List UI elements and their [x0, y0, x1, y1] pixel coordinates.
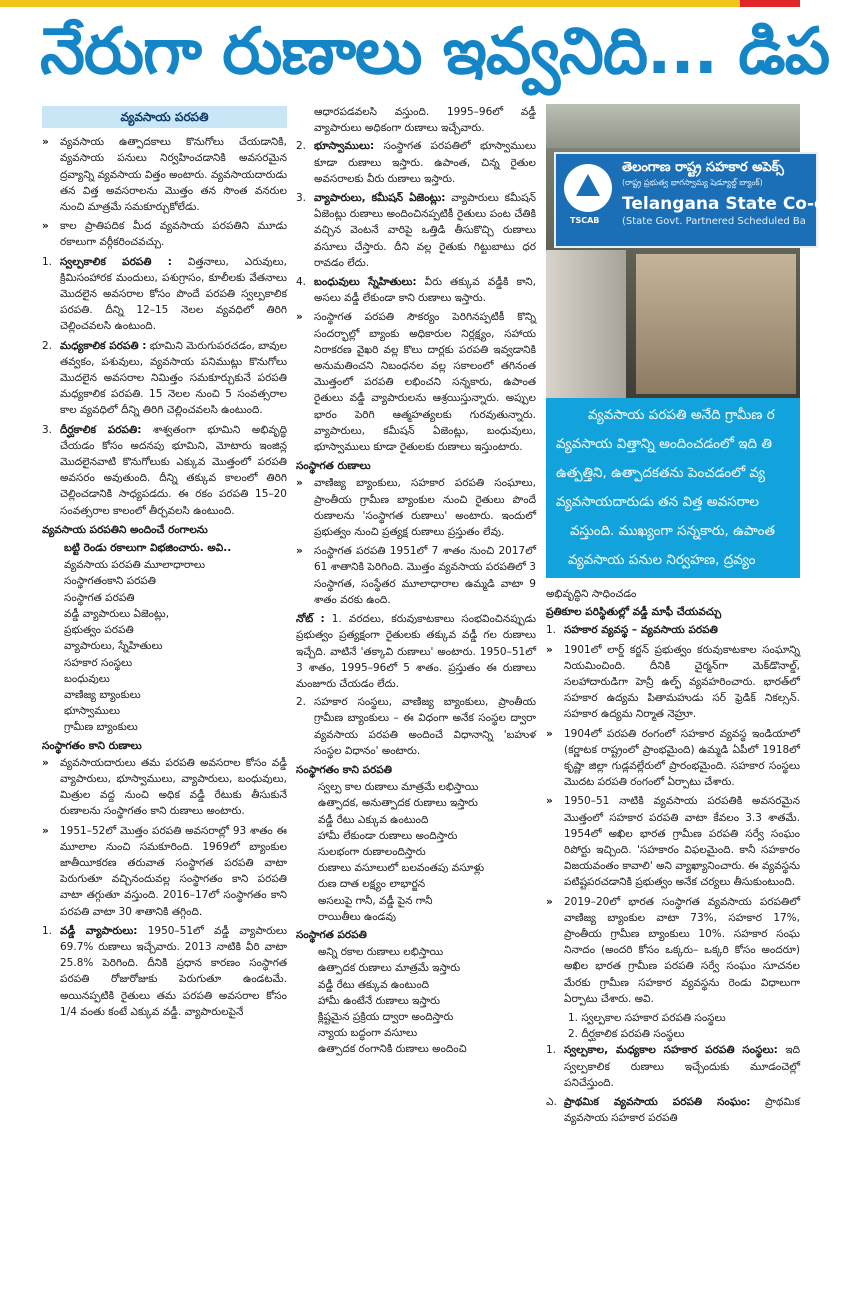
list-item: స్వల్ప కాల రుణాలు మాత్రమే లభిస్తాయి: [318, 781, 479, 794]
list-item: బంధువులు: [64, 672, 110, 685]
highlight-line: వ్యవసాయ పనుల నిర్వహణ, ద్రవ్యం: [568, 552, 756, 568]
sign-telugu-subtitle: (రాష్ట్ర ప్రభుత్వ భాగస్వామ్య షెడ్యూల్డ్ బ్యాంక్): [622, 178, 763, 187]
sub-item: 2. దీర్ఘకాలిక పరపతి సంస్థలు: [568, 1028, 685, 1041]
list-item: భూస్వాములు: [64, 705, 121, 718]
list-item: అసలుపై గానీ, వడ్డీ పైన గానీ: [318, 894, 433, 907]
bullet-paragraph: [42, 134, 287, 215]
list-item: వ్యాపారులు, స్నేహితులు: [64, 640, 163, 653]
photo-banner: [636, 254, 796, 394]
paragraph-text: 1950–51 నాటికి వ్యవసాయ పరపతికి అవసరమైన మొత్తంలో సహకార పరపతి వాటా కేవలం 3.3 శాతమే. 1954లో అఖిల భారత గ్రామీణ పరపతి సర్వే సంఘం రిపోర్టు ఇచ్చింది. 'సహకారం విఫలమైంది. కానీ సహకారం విజయవంతం కావాలి' అని వ్యాఖ్యానించారు. ఈ వ్యవస్థను పటిష్టపరచడానికి ప్రభుత్వం అనేక చర్యలు తీసుకుంటుంది.: [564, 795, 800, 889]
item-number: 3.: [42, 423, 53, 436]
item-text: సంస్థాగత పరపతిలో భూస్వాములు కూడా రుణాలు ఇస్తారు. ఉపాంత, చిన్న రైతుల అవసరాలకు వీరు రుణాలు ఇస్తారు.: [314, 140, 536, 185]
paragraph-text: సంస్థాగత పరపతి 1951లో 7 శాతం నుంచి 2017లో 61 శాతానికి పెరిగింది. మొత్తం వ్యవసాయ పరపతిలో 3 సంస్థాగత, సంస్థేతర మూలాధారాల ఉమ్మడి వాటా 9 శాతం వరకు ఉంది.: [314, 545, 536, 606]
bullet-arrow-icon: »: [546, 895, 553, 908]
paragraph-text: వ్యవసాయదారులు తమ పరపతి అవసరాల కోసం వడ్డీ వ్యాపారులు, భూస్వాములు, వ్యాపారులు, బంధువులు, మిత్రుల వద్ద నుంచి అధిక వడ్డీ రేటుకు తీసుకునే రుణాలను సంస్థాగతం కాని రుణాలు అంటారు.: [60, 756, 287, 818]
bullet-paragraph: [546, 642, 800, 723]
numbered-item-landlords: [296, 138, 536, 187]
paragraph-text: 1951–52లో మొత్తం పరపతి అవసరాల్లో 93 శాతం ఈ మూలాల నుంచి సమకూరింది. 1969లో బ్యాంకుల జాతీయీకరణ తరువాత సంస్థాగత పరపతి వాటా పెరుగుతూ వచ్చినందువల్ల సంస్థాగతం కాని పరపతి వాటా తగ్గుతూ వస్తుంది. 2016–17లో సంస్థాగతం కాని పరపతి వాటా 30 శాతానికి తగ్గింది.: [60, 824, 287, 918]
item-text: ప్రాథమిక వ్యవసాయ సహకార పరపతి: [564, 1096, 800, 1125]
item-label: మధ్యకాలిక పరపతి :: [60, 339, 147, 352]
item-label: వ్యాపారులు, కమీషన్ ఏజెంట్లు:: [314, 192, 446, 205]
sources-heading-line1: వ్యవసాయ పరపతిని అందించే రంగాలను: [42, 523, 208, 536]
list-item: వడ్డీ రేటు ఎక్కువ ఉంటుంది: [318, 813, 429, 826]
item-letter: ఎ.: [546, 1096, 557, 1109]
column-1: [42, 104, 287, 1304]
list-item: న్యాయ బద్ధంగా వసూలు: [318, 1027, 418, 1040]
item-number: 1.: [42, 255, 53, 268]
list-item: క్లిష్టమైన ప్రక్రియ ద్వారా అందిస్తారు: [318, 1010, 454, 1023]
numbered-item-1: [42, 254, 287, 335]
note: [296, 611, 536, 692]
item-text: సహకార సంస్థలు, వాణిజ్య బ్యాంకులు, ప్రాంతీయ గ్రామీణ బ్యాంకులు – ఈ విధంగా అనేక సంస్థల ద్వారా వ్యవసాయ పరపతి అందించే విధానాన్ని 'బహుళ సంస్థల విధానం' అంటారు.: [314, 696, 536, 757]
list-item: వడ్డీ వ్యాపారులు ఏజెంట్లు,: [64, 607, 170, 620]
bullet-paragraph: [42, 823, 287, 920]
noninstitutional-list: [296, 779, 536, 925]
intro-line: అభివృద్ధిని సాధించడం: [546, 588, 637, 600]
column-3: [546, 586, 800, 1304]
list-item: హామీ ఉంటేనే రుణాలు ఇస్తారు: [318, 994, 441, 1007]
sign-english-subtitle: (State Govt. Partnered Scheduled Ba: [622, 216, 806, 227]
item-number: 1.: [42, 924, 53, 937]
list-item: ఉత్పాదక, అనుత్పాదక రుణాలు ఇస్తారు: [318, 797, 478, 810]
bullet-paragraph: [296, 543, 536, 608]
paragraph-text: 1901లో లార్డ్ కర్జన్ ప్రభుత్వం కరువుకాటకాల సంఘాన్ని నియమించింది. దీనికి చైర్మన్‌గా మెక్‌డొనాల్డ్, సలహాదారుడిగా హెన్రీ ఉల్ఫ్ వ్యవహరించారు. భారత్‌లో సహకార ఉద్యమ పితామహుడు సర్ ఫ్రెడిక్ నికల్సన్. సహకార ఉద్యమ నిర్మాత నెహ్రూ.: [564, 643, 800, 721]
item-number: 2.: [296, 140, 307, 153]
item-number: 2.: [296, 696, 307, 709]
list-item: సులభంగా రుణాలందిస్తారు: [318, 845, 426, 858]
bullet-arrow-icon: »: [42, 220, 49, 233]
noninstitutional-heading: సంస్థాగతం కాని రుణాలు: [42, 739, 142, 752]
item-number: 1.: [546, 624, 557, 637]
item-label: ప్రాథమిక వ్యవసాయ పరపతి సంఘం:: [564, 1096, 751, 1109]
column-2: [296, 104, 536, 1304]
list-item: వడ్డీ రేటు తక్కువ ఉంటుంది: [318, 978, 430, 991]
sign-english-name: Telangana State Co-oper: [622, 194, 858, 214]
item-text: విత్తనాలు, ఎరువులు, క్రిమిసంహారక మందులు, పశుగ్రాసం, కూలీలకు వేతనాలు మొదలైన అవసరాల కోసం పొందే పరపతి స్వల్పకాలిక పరపతి. దీన్ని 12–15 నెలల వ్యవధిలో తిరిగి చెల్లించవలసి ఉంటుంది.: [60, 255, 288, 333]
paragraph-text: సంస్థాగత పరపతి సౌకర్యం పెరిగినప్పటికీ కొన్ని సందర్భాల్లో బ్యాంకు అధికారుల నిర్లక్ష్యం, సహాయ నిరాకరణ వైఖరి వల్ల కొలు దార్లకు పరపతి ఇవ్వడానికి అనుమతించని నిబంధనల వల్ల సకాలంలో తగినంత మొత్తంలో పరపతి లభించని సన్నకారు, ఉపాంత రైతులు వడ్డీ వ్యాపారులను ఆశ్రయిస్తున్నారు. అప్పుల భారం పెరిగి ఆత్మహత్యలకు గురవుతున్నారు. వ్యాపారులు, కమీషన్ ఏజెంట్లు, బంధువులు, భూస్వాములు కూడా రైతులకు రుణాలు ఇస్తుంటారు.: [314, 311, 536, 454]
bullet-arrow-icon: »: [296, 311, 303, 324]
item-text: వీరు తక్కువ వడ్డీకి కాని, అసలు వడ్డీ లేకుండా కాని రుణాలు ఇస్తారు.: [314, 276, 536, 305]
item-text: శాశ్వతంగా భూమిని అభివృద్ధి చేయడం కోసం అదనపు భూమిని, మోటారు ఇంజిన్ల మొదలైనవాటి కొనుగోలుకు ఎక్కువ మొత్తంలో పరపతి అవసరం అవుతుంది. దీన్ని తక్కువ కాలంలో తిరిగి చెల్లించడానికి సాధ్యపడదు. ఈ రకం పరపతి 15–20 సంవత్సరాల కాలంలో తీర్చవలసి ఉంటుంది.: [60, 423, 287, 517]
bullet-paragraph: [42, 755, 287, 820]
note-item-2: [296, 694, 536, 759]
paragraph: ఆధారపడవలసి వస్తుంది. 1995–96లో వడ్డీ వ్యాపారులు అధికంగా రుణాలు ఇచ్చేవారు.: [314, 106, 536, 135]
bank-photo: [546, 104, 858, 398]
list-item: అన్ని రకాల రుణాలు లభిస్తాయి: [318, 946, 444, 959]
list-item: రుణ దాత లక్ష్యం లాభార్జన: [318, 878, 426, 891]
item-number: 2.: [42, 339, 53, 352]
bullet-paragraph: [296, 309, 536, 455]
section-title: వ్యవసాయ పరపతి: [42, 106, 287, 128]
paragraph-text: వ్యవసాయ ఉత్పాదకాలు కొనుగోలు చేయడానికి, వ్యవసాయ పనులు నిర్వహించడానికి అవసరమైన ద్రవ్యాన్ని వ్యవసాయ విత్తం అంటారు. వ్యవసాయదారుడు తన విత్త అవసరాలను మొత్తం తన సొంత వనరుల నుంచి మాత్రమే సమకూర్చుకోలేడు.: [60, 136, 287, 214]
numbered-item-short-term: [546, 1042, 800, 1091]
numbered-item-moneylenders: [42, 923, 287, 1020]
list-item: వ్యవసాయ పరపతి మూలాధారాలు: [64, 559, 205, 572]
highlight-line: ఉత్పత్తిని, ఉత్పాదకతను పెంచడంలో వ్య: [556, 465, 766, 481]
item-label: వడ్డీ వ్యాపారులు:: [60, 924, 138, 937]
note-label: నోట్ :: [296, 613, 325, 626]
numbered-item-2: [42, 338, 287, 419]
list-item: ప్రభుత్వం పరపతి: [64, 624, 134, 637]
bullet-arrow-icon: »: [296, 545, 303, 558]
item-label: సహకార వ్యవస్థ – వ్యవసాయ పరపతి: [564, 624, 718, 637]
logo-caption: TSCAB: [570, 216, 600, 225]
item-text: ఇది స్వల్పకాలిక రుణాలు ఇచ్చేందుకు మూడంచెల్లో పనిచేస్తుంది.: [564, 1044, 801, 1089]
item-number: 3.: [296, 192, 307, 205]
item-text: భూమిని మెరుగుపరచడం, బావుల తవ్వకం, పశువులు, వ్యవసాయ పనిముట్లు కొనుగోలు మొదలైన అవసరాల నిమిత్తం సమకూర్చుకునే పరపతి మధ్యకాలిక పరపతి. 15 నెలల నుంచి 5 సంవత్సరాల కాల వ్యవధిలో దీన్ని తిరిగి చెల్లించవలసి ఉంటుంది.: [60, 339, 288, 417]
item-number: 1.: [546, 1044, 557, 1057]
noninstitutional-credit-heading: సంస్థాగతం కాని పరపతి: [296, 763, 392, 776]
item-label: దీర్ఘకాలిక పరపతి:: [60, 423, 142, 436]
numbered-item-relatives: [296, 274, 536, 306]
list-item: సంస్థాగతంకాని పరపతి: [64, 575, 156, 588]
item-text: వ్యాపారులు కమీషన్ ఏజెంట్లు రుణాలు అందించినప్పటికీ రైతులు పంట చేతికి వచ్చిన వెంటనే వారిపై ఒత్తిడి తీసుకొచ్చి రుణాలు వసూలు చేస్తారు. దీని వల్ల రైతుకు గిట్టుబాటు ధర రావడం లేదు.: [314, 192, 536, 269]
bullet-arrow-icon: »: [42, 824, 49, 837]
bullet-arrow-icon: »: [42, 136, 49, 149]
bullet-paragraph: [546, 793, 800, 890]
item-label: స్వల్పకాలిక పరపతి :: [60, 255, 172, 268]
list-item: హామీ లేకుండా రుణాలు అందిస్తారు: [318, 829, 458, 842]
numbered-item-traders: [296, 190, 536, 271]
list-item: రాయితీలు ఉండవు: [318, 910, 396, 923]
list-item: గ్రామీణ బ్యాంకులు: [64, 721, 138, 734]
bank-signboard: [554, 152, 858, 248]
bullet-arrow-icon: »: [546, 727, 553, 740]
bullet-paragraph: [546, 726, 800, 791]
lettered-item-pacs: [546, 1094, 800, 1126]
highlight-line: వ్యవసాయ పరపతి అనేది గ్రామీణ ర: [588, 407, 775, 423]
photo-pillar: [546, 250, 626, 398]
sign-telugu-name: తెలంగాణ రాష్ట్ర సహకార అపెక్స్: [622, 160, 784, 175]
headline: నేరుగా రుణాలు ఇవ్వనిది... డిప: [40, 15, 830, 89]
item-label: స్వల్పకాల, మధ్యకాల సహకార పరపతి సంస్థలు:: [564, 1044, 778, 1057]
list-item: ఉత్పాదక రుణాలు మాత్రమే ఇస్తారు: [318, 962, 461, 975]
list-item: సహకార సంస్థలు: [64, 656, 133, 669]
sub-item: 1. స్వల్పకాల సహకార పరపతి సంస్థలు: [568, 1012, 726, 1025]
paragraph-text: 2019–20లో భారత సంస్థాగత వ్యవసాయ పరపతిలో వాణిజ్య బ్యాంకుల వాటా 73%, సహకార 17%, ప్రాంతీయ గ్రామీణ బ్యాంకులు 10%. సహకార సంఘ నినాదం (అందరి కోసం ఒక్కరు– ఒక్కరి కోసం అందరూ) అఖిల భారత గ్రామీణ పరపతి సర్వే సంఘం సూచనల మేరకు గ్రామీణ సహకార వ్యవస్థను రెండు విధాలుగా ఏర్పాటు చేశారు. అవి.: [564, 895, 800, 1005]
bank-logo-icon: [564, 164, 612, 212]
institutional-list: [296, 944, 536, 1057]
institutional-credit-heading: సంస్థాగత పరపతి: [296, 928, 367, 941]
paragraph-text: 1904లో పరపతి రంగంలో సహకార వ్యవస్థ ఇండియాలో (కర్ణాటక రాష్ట్రంలో ప్రాంభమైంది) ఉమ్మడి ఏపీలో 1918లో కృష్ణా జిల్లా గుడ్లవల్లేరులో ప్రారంభమైంది. సహకార సంస్థలు మొదట పరపతి రంగంలో ఏర్పాటు చేశారు.: [564, 727, 800, 789]
sources-list: [42, 557, 287, 735]
item-number: 4.: [296, 276, 307, 289]
highlight-box: [546, 398, 800, 578]
item-label: బంధువులు స్నేహితులు:: [314, 276, 417, 289]
numbered-item-3: [42, 422, 287, 519]
bullet-arrow-icon: »: [296, 477, 303, 490]
bullet-arrow-icon: »: [546, 795, 553, 808]
list-item: సంస్థాగత పరపతి: [64, 591, 135, 604]
photo-roof: [546, 104, 800, 148]
intro-line-bold: ప్రతికూల పరిస్థితుల్లో వడ్డీ మాఫీ చేయవచ్చు: [546, 606, 722, 619]
list-item: రుణాలు వసూలులో బలవంతపు వసూళ్లు: [318, 862, 485, 875]
numbered-item-cooperative: [546, 622, 800, 638]
bullet-arrow-icon: »: [42, 756, 49, 769]
paragraph-text: వాణిజ్య బ్యాంకులు, సహకార పరపతి సంఘాలు, ప్రాంతీయ గ్రామీణ బ్యాంకుల నుంచి రైతులు పొందే రుణాలను 'సంస్థాగత రుణాలు' అంటారు. ఇందులో ప్రభుత్వం నుంచి ప్రత్యక్ష రుణాలు ప్రస్తుతం లేవు.: [314, 477, 536, 539]
list-item: ఉత్పాదక రంగానికి రుణాలు అందించి: [318, 1043, 467, 1056]
item-label: భూస్వాములు:: [314, 140, 375, 153]
highlight-line: వస్తుంది. ముఖ్యంగా సన్నకారు, ఉపాంత: [570, 523, 775, 539]
paragraph-text: కాల ప్రాతిపదిక మీద వ్యవసాయ పరపతిని మూడు రకాలుగా వర్గీకరించవచ్చు.: [60, 220, 287, 249]
bullet-paragraph: [296, 475, 536, 540]
item-text: 1950–51లో వడ్డీ వ్యాపారులు 69.7% రుణాలు ఇచ్చేవారు. 2013 నాటికి వీరి వాటా 25.8% పెరిగింది. దీనికి ప్రధాన కారణం సంస్థాగత పరపతి రోజురోజుకు పెరుగుతూ ఉండటమే. అయినప్పటికి రైతులు తమ పరపతి అవసరాల కోసం 1/4 వంతు కంటే ఎక్కువ వడ్డీ. వ్యాపారులపైనే: [60, 924, 288, 1018]
note-text: 1. వరదలు, కరువుకాటకాలు సంభవించినప్పుడు ప్రభుత్వం ప్రత్యక్షంగా రైతులకు తక్కువ వడ్డీ గల రుణాలు ఇచ్చేది. వాటినే 'తక్కావి రుణాలు' అంటారు. 1950–51లో 3 శాతం, 1995–96లో 5 శాతం. ప్రస్తుతం ఈ రుణాలు మంజూరు చేయడం లేదు.: [296, 613, 536, 690]
sources-heading-line2: బట్టి రెండు రకాలుగా విభజించారు. అవి..: [64, 542, 232, 555]
institutional-loans-heading: సంస్థాగత రుణాలు: [296, 460, 371, 473]
list-item: వాణిజ్య బ్యాంకులు: [64, 688, 141, 701]
bullet-paragraph: [546, 894, 800, 1007]
bullet-arrow-icon: »: [546, 643, 553, 656]
highlight-line: వ్యవసాయ విత్తాన్ని అందించడంలో ఇది తి: [556, 436, 772, 452]
highlight-line: వ్యవసాయదారుడు తన విత్త అవసరాల: [556, 494, 759, 510]
bullet-paragraph: [42, 218, 287, 250]
